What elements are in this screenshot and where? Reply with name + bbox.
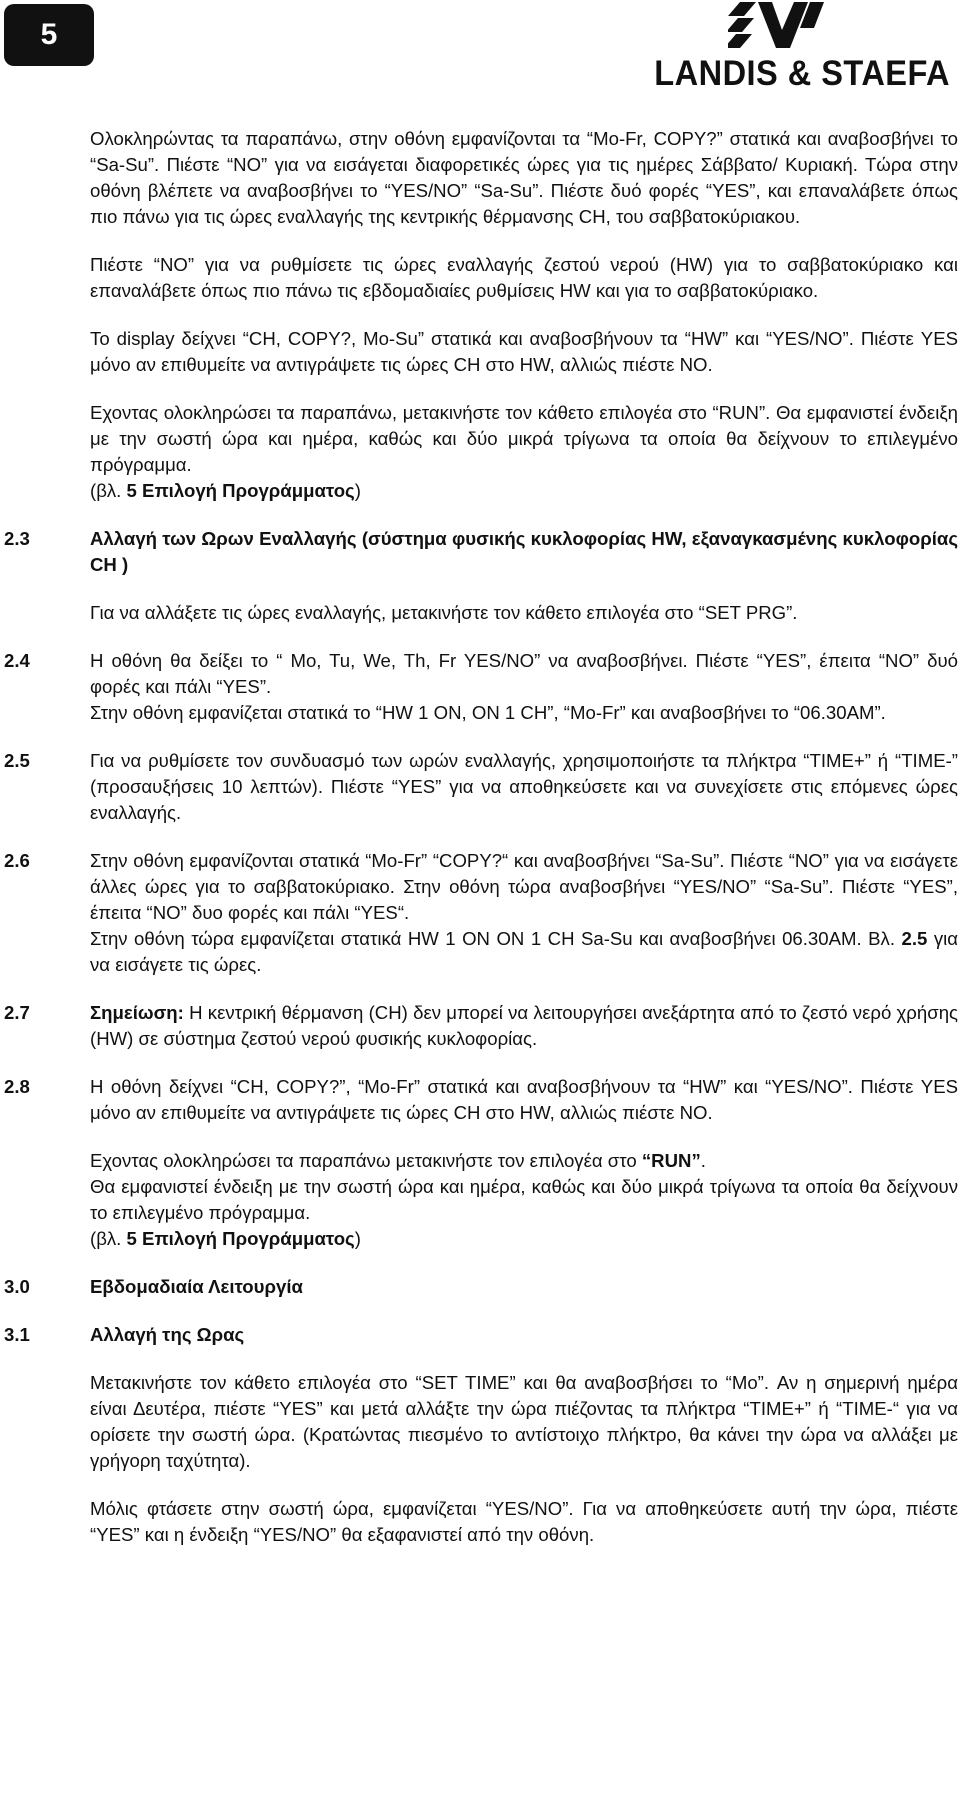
section-body-1: Η οθόνη θα δείξει το “ Mo, Tu, We, Th, Fr YES/NO” να αναβοσβήνει. Πιέστε “YES”, έπειτα “NO” δυό φορές και πάλι “YES”. — [90, 650, 958, 697]
page-number: 5 — [40, 18, 58, 51]
section-2-5 — [4, 748, 958, 826]
section-number: 3.0 — [4, 1276, 30, 1297]
section-reference: (βλ. 5 Επιλογή Προγράμματος) — [90, 1228, 361, 1249]
intro-paragraph-2: Πιέστε “NO” για να ρυθμίσετε τις ώρες εναλλαγής ζεστού νερού (HW) για το σαββατοκύριακο και επαναλάβετε όπως πιο πάνω τις εβδομαδιαίες ρυθμίσεις HW και για το σαββατοκύριακο. — [90, 254, 958, 301]
note-paragraph: Σημείωση: Η κεντρική θέρμανση (CH) δεν μπορεί να λειτουργήσει ανεξάρτητα από το ζεστό νερό χρήσης (HW) σε σύστημα ζεστού νερού φυσικής κυκλοφορίας. — [90, 1002, 958, 1049]
section-2-7 — [4, 1000, 958, 1052]
run-label: “RUN” — [641, 1150, 701, 1171]
section-2-8 — [4, 1074, 958, 1252]
intro-paragraph-3: Το display δείχνει “CH, COPY?, Mo-Su” στατικά και αναβοσβήνουν τα “HW” και “YES/NO”. Πιέστε YES μόνο αν επιθυμείτε να αντιγράψετε τις ώρες CH στο HW, αλλιώς πιέστε NO. — [90, 328, 958, 375]
section-number: 2.7 — [4, 1002, 30, 1023]
section-body: Για να αλλάξετε τις ώρες εναλλαγής, μετακινήστε τον κάθετο επιλογέα στο “SET PRG”. — [90, 602, 798, 623]
landis-staefa-logo-icon — [728, 2, 828, 50]
section-title: Εβδομαδιαία Λειτουργία — [90, 1276, 303, 1297]
section-number: 3.1 — [4, 1324, 30, 1345]
section-body-2: Στην οθόνη εμφανίζεται στατικά το “HW 1 ON, ON 1 CH”, “Mo-Fr” και αναβοσβήνει το “06.30AM”. — [90, 702, 886, 723]
intro-paragraph-1: Ολοκληρώντας τα παραπάνω, στην οθόνη εμφανίζονται τα “Mo-Fr, COPY?” στατικά και αναβοσβήνει το “Sa-Su”. Πιέστε “NO” για να εισάγεται διαφορετικές ώρες για τις ημέρες Σάββατο/ Κυριακή. Τώρα στην οθόνη βλέπετε να αναβοσβήνει το “YES/NO” “Sa-Su”. Πιέστε δυό φορές “YES”, και επαναλάβετε όπως πιο πάνω για τις ώρες εναλλαγής της κεντρικής θέρμανσης CH, του σαββατοκύριακου. — [90, 128, 958, 227]
logo-wordmark: LANDIS & STAEFA — [654, 54, 950, 93]
section-body-2: Μόλις φτάσετε στην σωστή ώρα, εμφανίζεται “YES/NO”. Για να αποθηκεύσετε αυτή την ώρα, πιέστε “YES” και η ένδειξη “YES/NO” θα εξαφανιστεί από την οθόνη. — [90, 1498, 958, 1545]
section-body: Για να ρυθμίσετε τον συνδυασμό των ωρών εναλλαγής, χρησιμοποιήστε τα πλήκτρα “TIME+” ή “TIME-” (προσαυξήσεις 10 λεπτών). Πιέστε “YES” για να αποθηκεύσετε και να συνεχίσετε στις επόμενες ώρες εναλλαγής. — [90, 750, 958, 823]
section-body-1: Η οθόνη δείχνει “CH, COPY?”, “Mo-Fr” στατικά και αναβοσβήνουν τα “HW” και “YES/NO”. Πιέστε YES μόνο αν επιθυμείτε να αντιγράψετε τις ώρες CH στο HW, αλλιώς πιέστε NO. — [90, 1076, 958, 1123]
section-number: 2.5 — [4, 750, 30, 771]
intro-reference: (βλ. 5 Επιλογή Προγράμματος) — [90, 480, 361, 501]
section-body-1: Μετακινήστε τον κάθετο επιλογέα στο “SET TIME” και θα αναβοσβήσει το “Mo”. Αν η σημερινή ημέρα είναι Δευτέρα, πιέστε “YES” και μετά αλλάξτε την ώρα πιέζοντας τα πλήκτρα “TIME+” ή “TIME-“ για να ορίσετε την σωστή ώρα. (Κρατώντας πιεσμένο το αντίστοιχο πλήκτρο, θα κάνει την ώρα να αλλάξει με γρήγορη ταχύτητα). — [90, 1372, 958, 1471]
section-body-2: Εχοντας ολοκληρώσει τα παραπάνω μετακινήστε τον επιλογέα στο “RUN”. — [90, 1150, 706, 1171]
section-body-2: Στην οθόνη τώρα εμφανίζεται στατικά HW 1 ON ON 1 CH Sa-Su και αναβοσβήνει 06.30AM. Βλ. 2.5 για να εισάγετε τις ώρες. — [90, 928, 958, 975]
reference-link-text: 5 Επιλογή Προγράμματος — [126, 1228, 355, 1249]
intro-section — [90, 126, 958, 230]
section-number: 2.4 — [4, 650, 30, 671]
section-3-0 — [4, 1274, 958, 1300]
section-number: 2.6 — [4, 850, 30, 871]
intro-paragraph-4: Εχοντας ολοκληρώσει τα παραπάνω, μετακινήστε τον κάθετο επιλογέα στο “RUN”. Θα εμφανιστεί ένδειξη με την σωστή ώρα και ημέρα, καθώς και δύο μικρά τρίγωνα τα οποία θα δείχνουν το επιλεγμένο πρόγραμμα. — [90, 402, 958, 475]
section-title: Αλλαγή της Ωρας — [90, 1324, 245, 1345]
section-3-1 — [4, 1322, 958, 1548]
reference-link-text: 5 Επιλογή Προγράμματος — [126, 480, 355, 501]
section-body-3: Θα εμφανιστεί ένδειξη με την σωστή ώρα και ημέρα, καθώς και δύο μικρά τρίγωνα τα οποία θα δείχνουν το επιλεγμένο πρόγραμμα. — [90, 1176, 958, 1223]
section-number: 2.3 — [4, 528, 30, 549]
document-body — [4, 126, 958, 1570]
section-number: 2.8 — [4, 1076, 30, 1097]
section-2-3 — [4, 526, 958, 626]
section-reference: 2.5 — [901, 928, 928, 949]
note-label: Σημείωση: — [90, 1002, 184, 1023]
section-2-4 — [4, 648, 958, 726]
section-body-1: Στην οθόνη εμφανίζονται στατικά “Mo-Fr” “COPY?“ και αναβοσβήνει “Sa-Su”. Πιέστε “NO” για να εισάγετε άλλες ώρες για το σαββατοκύριακο. Στην οθόνη τώρα αναβοσβήνει “YES/NO” “Sa-Su”. Πιέστε “YES”, έπειτα “NO” δυο φορές και πάλι “YES“. — [90, 850, 958, 923]
company-logo — [610, 2, 950, 96]
page-number-badge — [4, 4, 94, 66]
section-2-6 — [4, 848, 958, 978]
section-title: Αλλαγή των Ωρων Εναλλαγής (σύστημα φυσικής κυκλοφορίας HW, εξαναγκασμένης κυκλοφορίας CH ) — [90, 528, 958, 575]
